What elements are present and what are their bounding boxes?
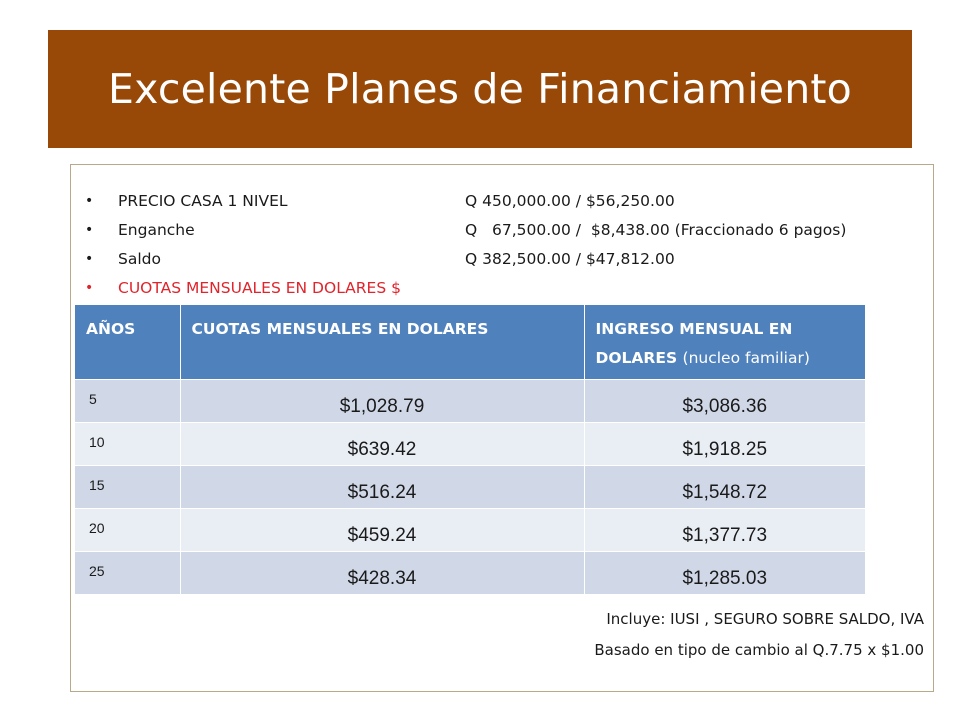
bullet-label: PRECIO CASA 1 NIVEL xyxy=(118,191,288,210)
title-banner xyxy=(48,30,912,148)
table-row xyxy=(75,422,865,465)
cell-income: $3,086.36 xyxy=(584,379,865,422)
header-monthly-income xyxy=(584,305,865,379)
cell-payment: $459.24 xyxy=(180,508,584,551)
table-row xyxy=(75,465,865,508)
footnotes xyxy=(594,604,924,666)
bullet-dot: • xyxy=(85,250,94,267)
cell-income: $1,548.72 xyxy=(584,465,865,508)
cell-payment: $639.42 xyxy=(180,422,584,465)
bullet-dot: • xyxy=(85,192,94,209)
cell-income: $1,918.25 xyxy=(584,422,865,465)
cell-payment: $516.24 xyxy=(180,465,584,508)
cell-years: 10 xyxy=(75,422,180,465)
bullet-price xyxy=(84,186,924,215)
header-income-main: INGRESO MENSUAL EN DOLARES xyxy=(595,320,793,367)
cell-years: 20 xyxy=(75,508,180,551)
bullet-monthly-heading xyxy=(84,273,924,302)
note-includes: Incluye: IUSI , SEGURO SOBRE SALDO, IVA xyxy=(606,610,924,628)
table-row xyxy=(75,508,865,551)
header-monthly-payment: CUOTAS MENSUALES EN DOLARES xyxy=(180,305,584,379)
bullet-value: Q 382,500.00 / $47,812.00 xyxy=(465,249,675,268)
bullet-down-payment xyxy=(84,215,924,244)
financing-table xyxy=(75,305,865,594)
cell-payment: $1,028.79 xyxy=(180,379,584,422)
cell-years: 5 xyxy=(75,379,180,422)
bullet-balance xyxy=(84,244,924,273)
cell-years: 25 xyxy=(75,551,180,594)
slide-title: Excelente Planes de Financiamiento xyxy=(108,65,852,113)
table-header-row xyxy=(75,305,865,379)
table-row xyxy=(75,551,865,594)
note-exchange-rate: Basado en tipo de cambio al Q.7.75 x $1.00 xyxy=(594,641,924,659)
bullet-dot: • xyxy=(85,221,94,238)
table-row xyxy=(75,379,865,422)
bullet-dot: • xyxy=(85,279,94,296)
cell-income: $1,285.03 xyxy=(584,551,865,594)
header-income-sub: (nucleo familiar) xyxy=(682,349,810,367)
bullet-value: Q 67,500.00 / $8,438.00 (Fraccionado 6 pagos) xyxy=(465,220,847,239)
bullet-label: Saldo xyxy=(118,249,161,268)
bullet-highlight-label: CUOTAS MENSUALES EN DOLARES $ xyxy=(118,278,401,297)
cell-payment: $428.34 xyxy=(180,551,584,594)
header-years: AÑOS xyxy=(75,305,180,379)
cell-years: 15 xyxy=(75,465,180,508)
bullet-value: Q 450,000.00 / $56,250.00 xyxy=(465,191,675,210)
bullet-label: Enganche xyxy=(118,220,195,239)
bullet-list xyxy=(84,186,924,302)
cell-income: $1,377.73 xyxy=(584,508,865,551)
